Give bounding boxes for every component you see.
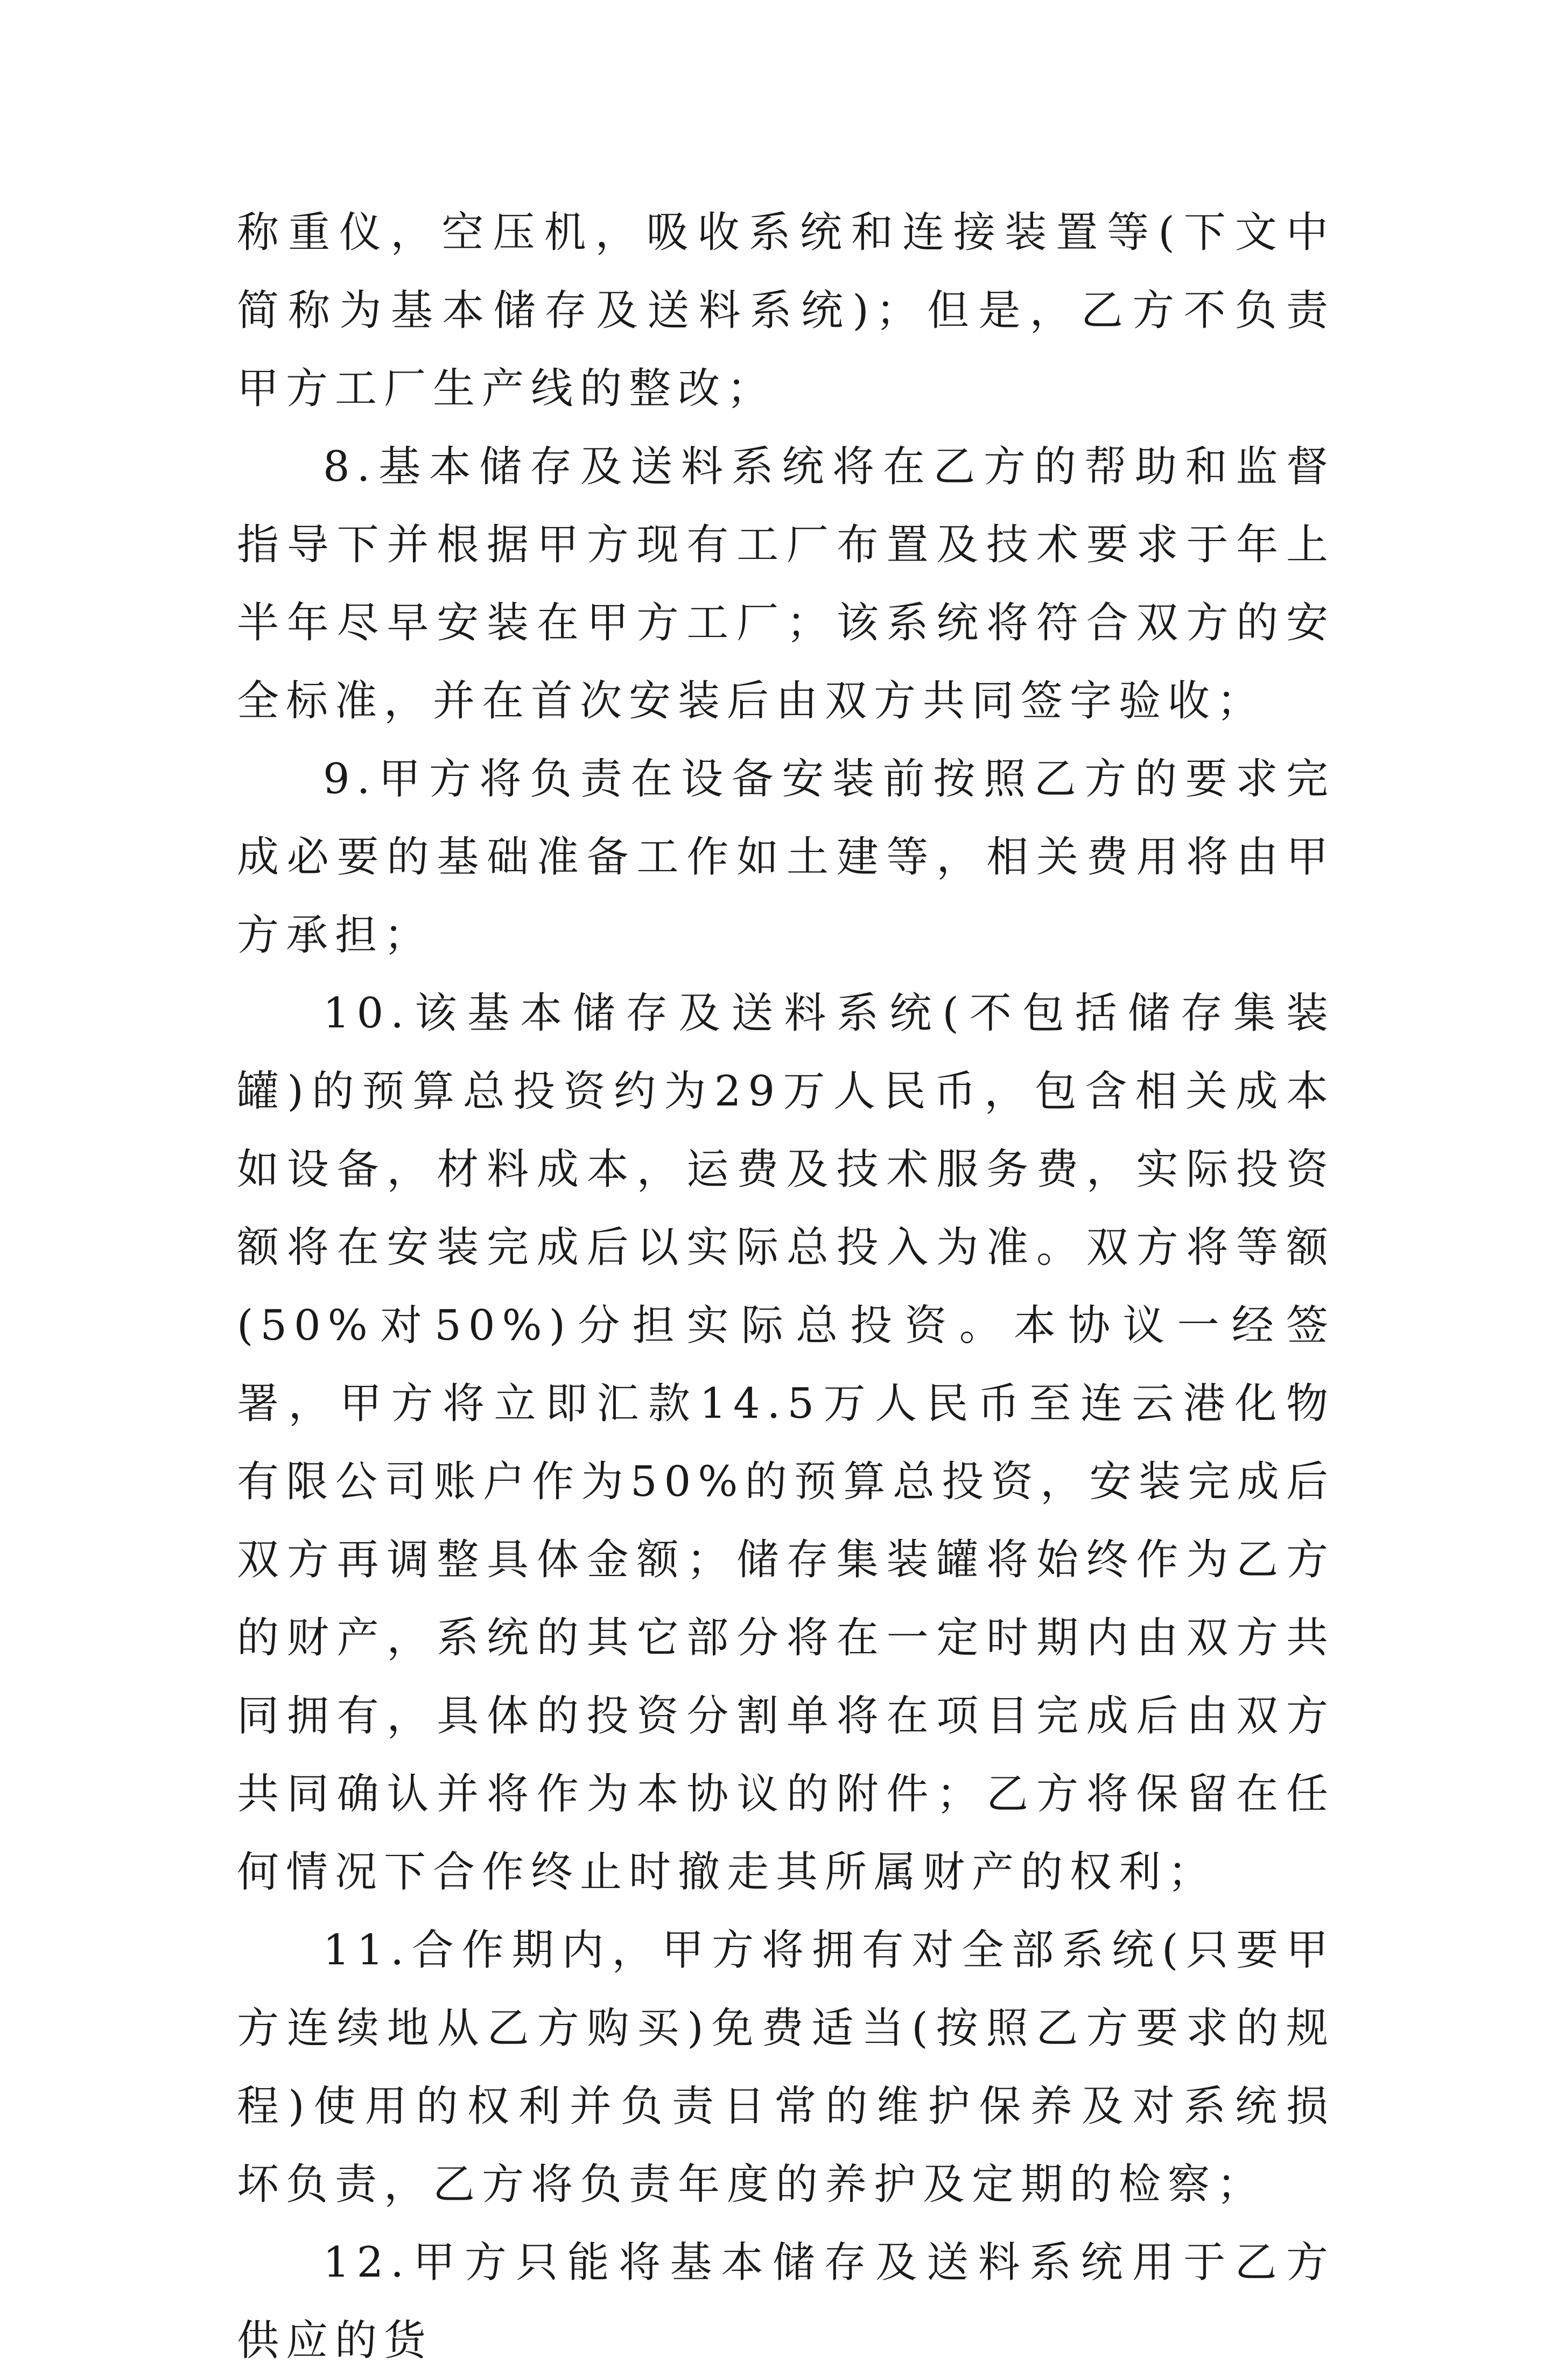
paragraph-clause-11: 11.合作期内，甲方将拥有对全部系统(只要甲方连续地从乙方购买)免费适当(按照乙方要求的规程)使用的权利并负责日常的维护保养及对系统损坏负责，乙方将负责年度的养护及定期的检察； [237,1926,1335,2209]
paragraph-clause-9: 9.甲方将负责在设备安装前按照乙方的要求完成必要的基础准备工作如土建等，相关费用将由甲方承担； [237,755,1335,960]
document-body [237,194,1335,2380]
paragraph-continued: 称重仪，空压机，吸收系统和连接装置等(下文中简称为基本储存及送料系统)；但是，乙方不负责甲方工厂生产线的整改； [237,208,1335,413]
paragraph-clause-10: 10.该基本储存及送料系统(不包括储存集装罐)的预算总投资约为29万人民币，包含相关成本如设备，材料成本，运费及技术服务费，实际投资额将在安装完成后以实际总投入为准。双方将等额(50%对50%)分担实际总投资。本协议一经签署，甲方将立即汇款14.5万人民币至连云港化物有限公司账户作为50%的预算总投资，安装完成后双方再调整具体金额；储存集装罐将始终作为乙方的财产，系统的其它部分将在一定时期内由双方共同拥有，具体的投资分割单将在项目完成后由双方共同确认并将作为本协议的附件；乙方将保留在任何情况下合作终止时撤走其所属财产的权利； [237,989,1335,1896]
paragraph-clause-12: 12.甲方只能将基本储存及送料系统用于乙方供应的货 [237,2238,1335,2365]
paragraph-clause-8: 8.基本储存及送料系统将在乙方的帮助和监督指导下并根据甲方现有工厂布置及技术要求于年上半年尽早安装在甲方工厂；该系统将符合双方的安全标准，并在首次安装后由双方共同签字验收； [237,443,1335,725]
